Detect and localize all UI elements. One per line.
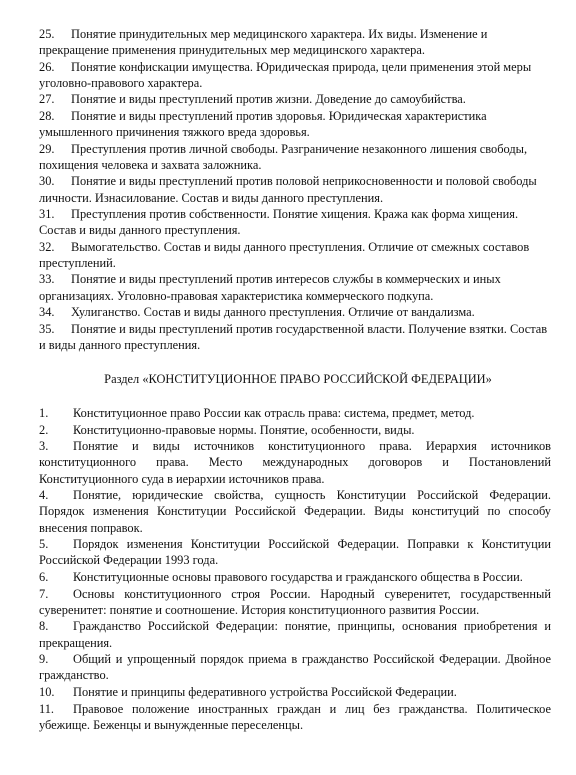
criminal-law-question-list (39, 26, 551, 353)
item-text: Конституционно-правовые нормы. Понятие, особенности, виды. (73, 422, 415, 437)
item-number: 29. (39, 141, 55, 156)
list-item-6 (39, 569, 551, 585)
item-text: Понятие принудительных мер медицинского характера. Их виды. Изменение и прекращение применения принудительных мер медицинского характера. (39, 27, 488, 58)
item-number: 9. (39, 652, 49, 667)
item-number: 3. (39, 439, 49, 454)
list-item-32 (39, 239, 551, 271)
list-item-34 (39, 304, 551, 320)
list-item-3 (39, 438, 551, 487)
list-item-4 (39, 487, 551, 536)
item-text: Преступления против собственности. Понятие хищения. Кража как форма хищения. Состав и виды данного преступления. (39, 207, 519, 238)
item-number: 8. (39, 619, 49, 634)
item-text: Порядок изменения Конституции Российской Федерации. Поправки к Конституции Российской Федерации 1993 года. (39, 537, 551, 568)
item-text: Понятие и виды преступлений против жизни. Доведение до самоубийства. (71, 92, 466, 107)
list-item-29 (39, 141, 551, 173)
list-item-33 (39, 271, 551, 303)
item-number: 10. (39, 685, 55, 699)
list-item-10 (39, 684, 551, 700)
list-item-8 (39, 618, 551, 650)
list-item-2 (39, 422, 551, 438)
item-number: 6. (39, 570, 49, 585)
list-item-11 (39, 701, 551, 733)
list-item-1 (39, 405, 551, 421)
item-number: 26. (39, 59, 55, 74)
item-number: 1. (39, 406, 49, 421)
item-number: 25. (39, 27, 55, 41)
item-number: 28. (39, 108, 55, 123)
item-number: 7. (39, 586, 49, 601)
list-item-9 (39, 651, 551, 683)
item-number: 2. (39, 422, 49, 437)
item-text: Понятие и виды источников конституционного права. Иерархия источников конституционного права. Место международных договоров и Постановлений Конституционного суда в иерархии источников права. (39, 439, 551, 486)
item-text: Конституционные основы правового государства и гражданского общества в России. (73, 570, 523, 585)
item-text: Понятие и виды преступлений против государственной власти. Получение взятки. Состав и виды данного преступления. (39, 321, 548, 352)
list-item-26 (39, 59, 551, 91)
item-text: Преступления против личной свободы. Разграничение незаконного лишения свободы, похищения человека и захвата заложника. (39, 141, 528, 172)
item-number: 33. (39, 272, 55, 287)
item-number: 11. (39, 701, 55, 716)
list-item-7 (39, 586, 551, 618)
list-item-31 (39, 206, 551, 238)
item-text: Понятие и виды преступлений против половой неприкосновенности и половой свободы личности. Изнасилование. Состав и виды данного преступления. (39, 174, 537, 205)
list-item-35 (39, 321, 551, 353)
item-text: Гражданство Российской Федерации: понятие, принципы, основания приобретения и прекращения. (39, 619, 551, 650)
item-number: 35. (39, 321, 55, 336)
list-item-25 (39, 26, 551, 58)
list-item-5 (39, 536, 551, 568)
item-text: Основы конституционного строя России. Народный суверенитет, государственный суверенитет: понятие и соотношение. История конституционного развития России. (39, 586, 551, 617)
section-title: Раздел «КОНСТИТУЦИОННОЕ ПРАВО РОССИЙСКОЙ ФЕДЕРАЦИИ» (104, 372, 492, 387)
item-text: Понятие и виды преступлений против интересов службы в коммерческих и иных организациях. Уголовно-правовая характеристика коммерческого подкупа. (39, 272, 501, 303)
item-text: Правовое положение иностранных граждан и лиц без гражданства. Политическое убежище. Беженцы и вынужденные переселенцы. (39, 701, 551, 732)
item-text: Понятие, юридические свойства, сущность Конституции Российской Федерации. Порядок изменения Конституции Российской Федерации. Виды конституций по способу внесения поправок. (39, 488, 551, 535)
item-text: Хулиганство. Состав и виды данного преступления. Отличие от вандализма. (71, 305, 475, 320)
constitutional-law-question-list (39, 405, 551, 733)
list-item-30 (39, 173, 551, 205)
item-number: 30. (39, 174, 55, 189)
item-text: Понятие и принципы федеративного устройства Российской Федерации. (73, 685, 457, 699)
item-number: 27. (39, 92, 55, 107)
item-number: 34. (39, 305, 55, 320)
list-item-27 (39, 91, 551, 107)
item-text: Вымогательство. Состав и виды данного преступления. Отличие от смежных составов преступлений. (39, 239, 530, 270)
item-number: 31. (39, 207, 55, 222)
item-text: Понятие конфискации имущества. Юридическая природа, цели применения этой меры уголовно-правового характера. (39, 59, 532, 90)
item-text: Общий и упрощенный порядок приема в гражданство Российской Федерации. Двойное гражданство. (39, 652, 551, 683)
item-number: 32. (39, 239, 55, 254)
item-text: Конституционное право России как отрасль права: система, предмет, метод. (73, 406, 475, 421)
item-number: 4. (39, 488, 49, 503)
document-page (39, 26, 551, 733)
item-number: 5. (39, 537, 49, 552)
item-text: Понятие и виды преступлений против здоровья. Юридическая характеристика умышленного причинения тяжкого вреда здоровья. (39, 108, 487, 140)
list-item-28 (39, 108, 551, 140)
